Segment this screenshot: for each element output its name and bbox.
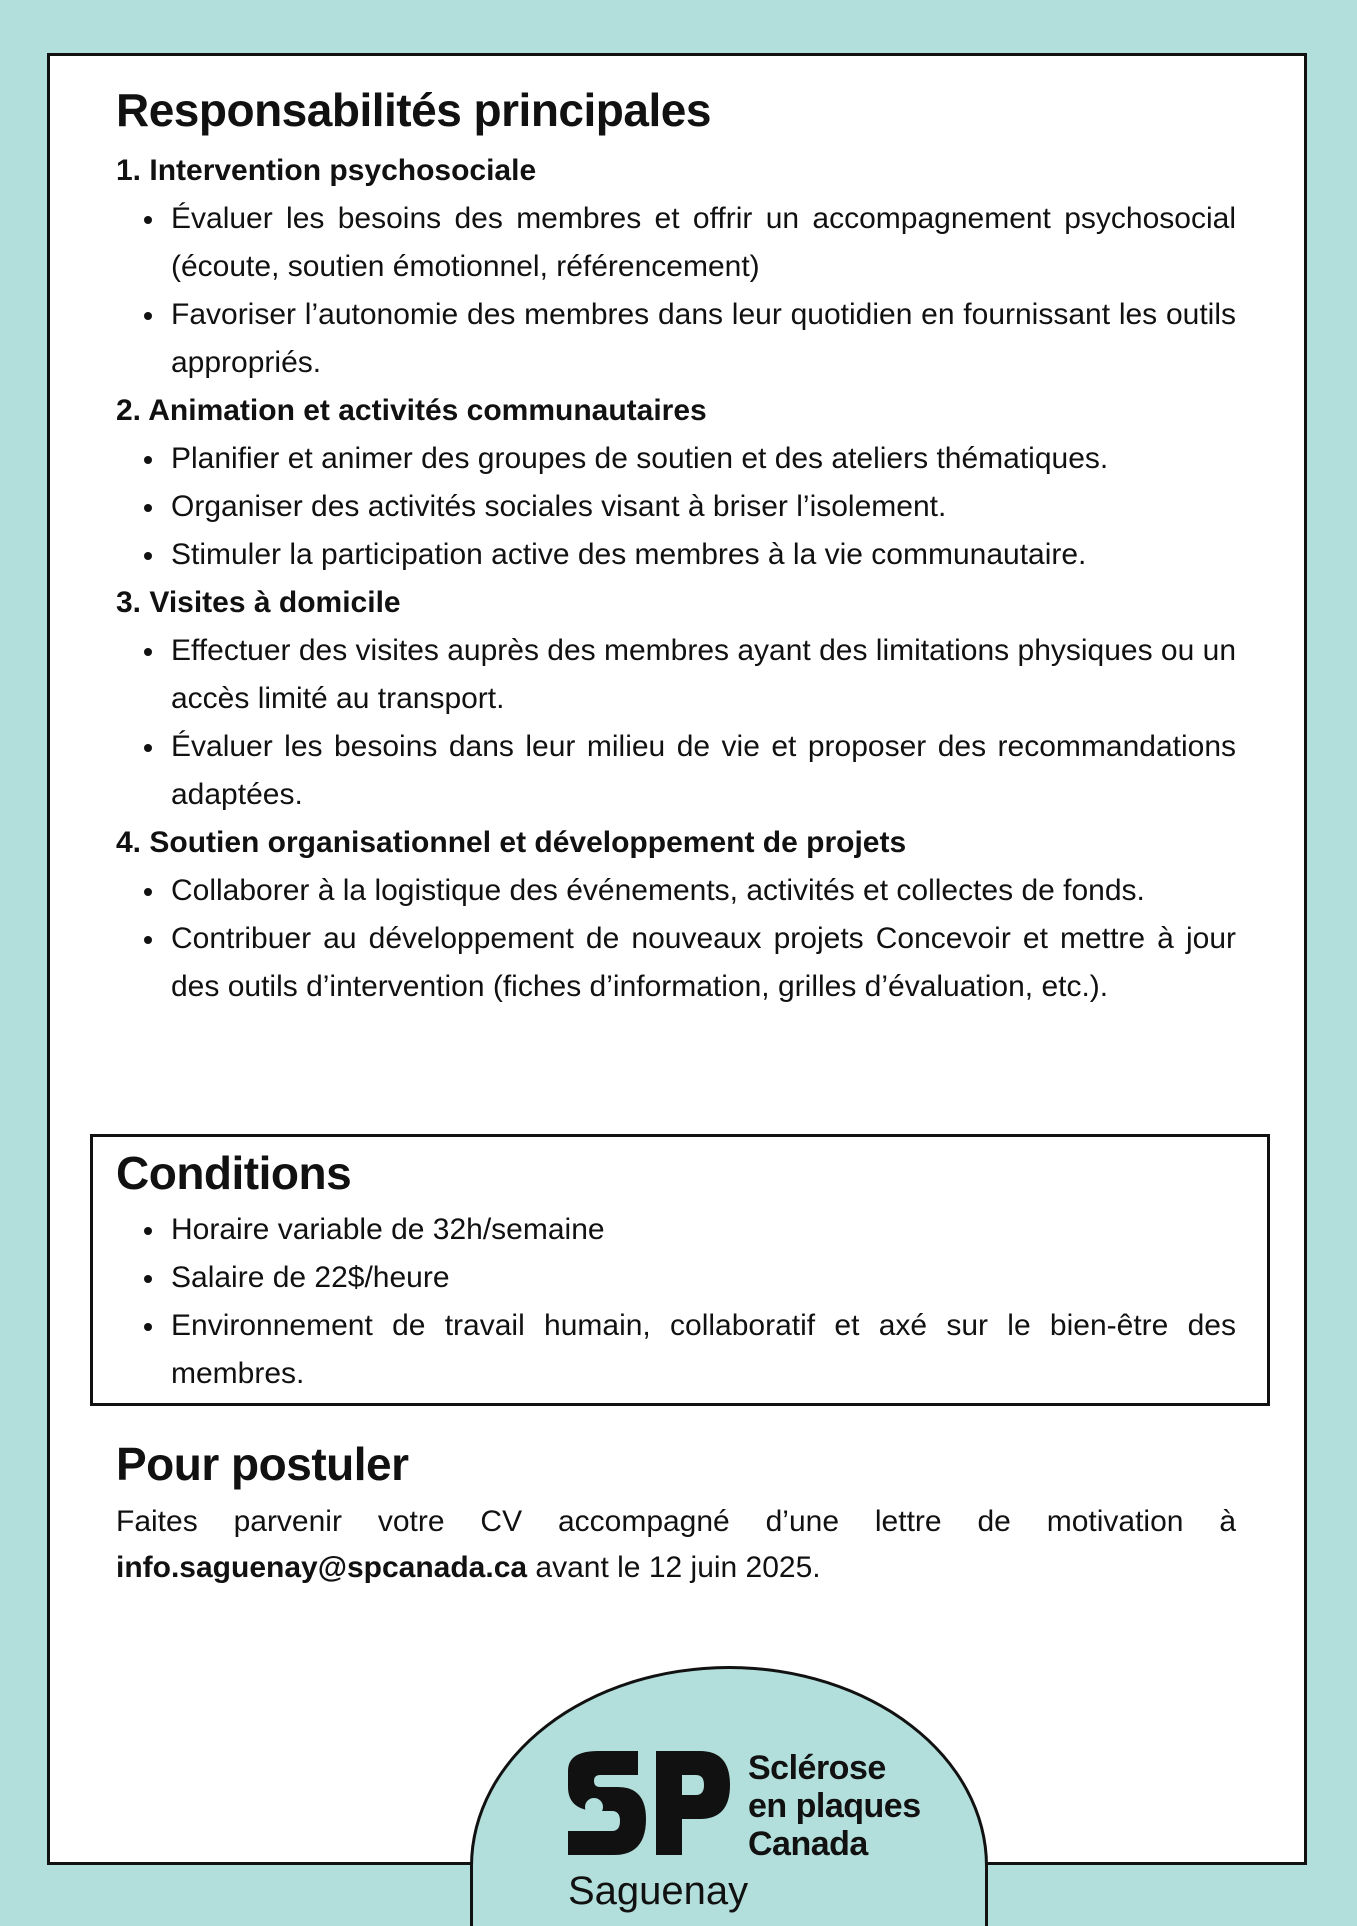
section-heading-4: 4. Soutien organisationnel et développement de projets	[116, 825, 907, 859]
apply-text-before: Faites parvenir votre CV accompagné d’une lettre de motivation à	[116, 1504, 1236, 1538]
logo-wordmark	[748, 1749, 921, 1863]
apply-email-link[interactable]: info.saguenay@spcanada.ca	[116, 1550, 528, 1584]
section-heading-3: 3. Visites à domicile	[116, 585, 401, 619]
logo-arch	[470, 1666, 988, 1926]
conditions-box	[90, 1134, 1270, 1406]
logo-subtitle: Saguenay	[568, 1869, 749, 1913]
sp-logo-icon	[558, 1749, 733, 1864]
list-item: Évaluer les besoins des membres et offrir un accompagnement psychosocial (écoute, soutien émotionnel, référencement)	[116, 195, 1236, 291]
list-item: Planifier et animer des groupes de soutien et des ateliers thématiques.	[116, 435, 1236, 483]
list-item: Stimuler la participation active des membres à la vie communautaire.	[116, 531, 1236, 579]
logo-line-2: en plaques	[748, 1787, 921, 1825]
list-item: Environnement de travail humain, collaboratif et axé sur le bien-être des membres.	[116, 1302, 1236, 1398]
list-item: Organiser des activités sociales visant à briser l’isolement.	[116, 483, 1236, 531]
conditions-title: Conditions	[116, 1147, 352, 1199]
list-item: Favoriser l’autonomie des membres dans leur quotidien en fournissant les outils appropriés.	[116, 291, 1236, 387]
list-item: Effectuer des visites auprès des membres ayant des limitations physiques ou un accès limité au transport.	[116, 627, 1236, 723]
apply-title: Pour postuler	[116, 1438, 409, 1490]
apply-text-after: avant le 12 juin 2025.	[527, 1550, 821, 1584]
logo-line-3: Canada	[748, 1825, 868, 1863]
conditions-section	[116, 1147, 1236, 1398]
responsibilities-title: Responsabilités principales	[116, 84, 711, 136]
section-heading-2: 2. Animation et activités communautaires	[116, 393, 707, 427]
section-list-2	[116, 435, 1236, 579]
conditions-list	[116, 1206, 1236, 1398]
section-heading-1: 1. Intervention psychosociale	[116, 153, 537, 187]
logo-line-1: Sclérose	[748, 1749, 886, 1787]
list-item: Salaire de 22$/heure	[116, 1254, 1236, 1302]
apply-section	[116, 1438, 1236, 1591]
responsibilities-section	[116, 84, 1236, 1011]
section-list-1	[116, 195, 1236, 387]
list-item: Collaborer à la logistique des événements, activités et collectes de fonds.	[116, 867, 1236, 915]
list-item: Contribuer au développement de nouveaux projets Concevoir et mettre à jour des outils d’intervention (fiches d’information, grilles d’évaluation, etc.).	[116, 915, 1236, 1011]
section-list-3	[116, 627, 1236, 819]
list-item: Évaluer les besoins dans leur milieu de vie et proposer des recommandations adaptées.	[116, 723, 1236, 819]
apply-text	[116, 1499, 1236, 1591]
job-posting-card	[47, 53, 1307, 1913]
section-list-4	[116, 867, 1236, 1011]
list-item: Horaire variable de 32h/semaine	[116, 1206, 1236, 1254]
